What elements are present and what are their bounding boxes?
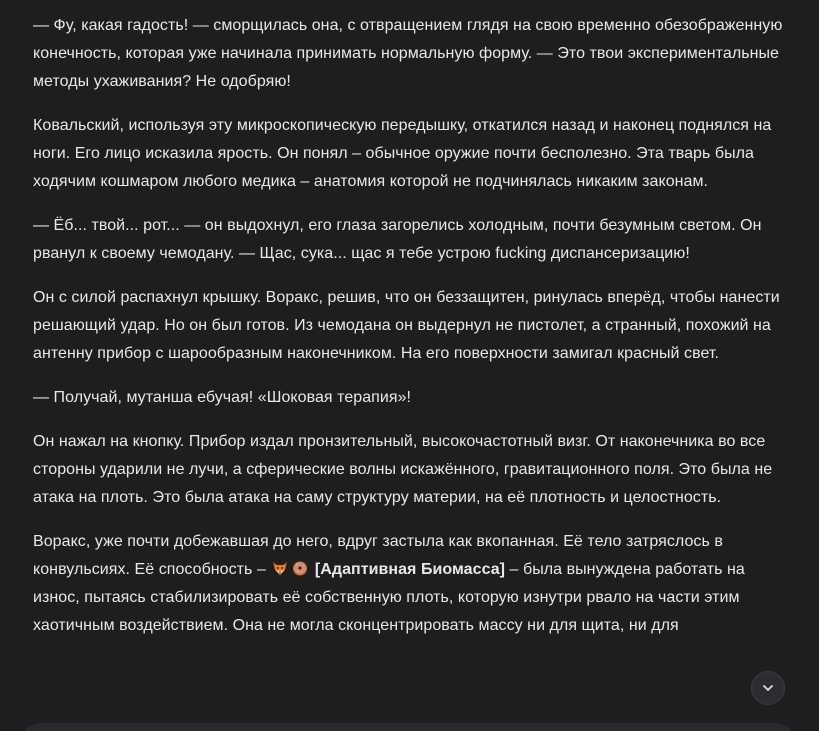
ability-name: [Адаптивная Биомасса] (314, 561, 506, 578)
paragraph-text: – была вынуждена работать на износ, пытаясь стабилизировать её собственную плоть, которую изнутри рвало на части этим хаотичным воздействием. Она не могла сконцентрировать массу ни для щита, ни для (33, 561, 745, 634)
story-paragraph-last (33, 528, 793, 640)
story-paragraph: Он с силой распахнул крышку. Воракс, решив, что он беззащитен, ринулась вперёд, чтобы нанести решающий удар. Но он был готов. Из чемодана он выдернул не пистолет, а странный, похожий на антенну прибор с шарообразным наконечником. На его поверхности замигал красный свет. (33, 289, 780, 362)
donut-emoji-icon (292, 560, 308, 576)
story-paragraph: — Фу, какая гадость! — сморщилась она, с отвращением глядя на свою временно обезображенную конечность, которая уже начинала принимать нормальную форму. — Это твои экспериментальные методы ухаживания? Не одобряю! (33, 17, 783, 90)
fox-emoji-icon (272, 560, 288, 576)
story-paragraph: Ковальский, используя эту микроскопическую передышку, откатился назад и наконец поднялся на ноги. Его лицо исказила ярость. Он понял – обычное оружие почти бесполезно. Эта тварь была ходячим кошмаром любого медика – анатомия которой не подчинялась никаким законам. (33, 117, 772, 190)
story-paragraph: — Ёб... твой... рот... — он выдохнул, его глаза загорелись холодным, почти безумным светом. Он рванул к своему чемодану. — Щас, сука... щас я тебе устрою fucking диспансеризацию! (33, 217, 762, 262)
story-paragraph: Он нажал на кнопку. Прибор издал пронзительный, высокочастотный визг. От наконечника во все стороны ударили не лучи, а сферические волны искажённого, гравитационного поля. Это была не атака на плоть. Это была атака на саму структуру материи, на её плотность и целостность. (33, 433, 773, 506)
message-composer[interactable] (22, 723, 794, 731)
chevron-down-icon (761, 681, 775, 695)
message-body (33, 12, 793, 656)
paragraph-text: Воракс, уже почти добежавшая до него, вдруг застыла как вкопанная. Её тело затряслось в конвульсиях. Её способность – (33, 533, 723, 578)
story-paragraph: — Получай, мутанша ебучая! «Шоковая терапия»! (33, 389, 412, 406)
scroll-to-bottom-button[interactable] (751, 671, 785, 705)
